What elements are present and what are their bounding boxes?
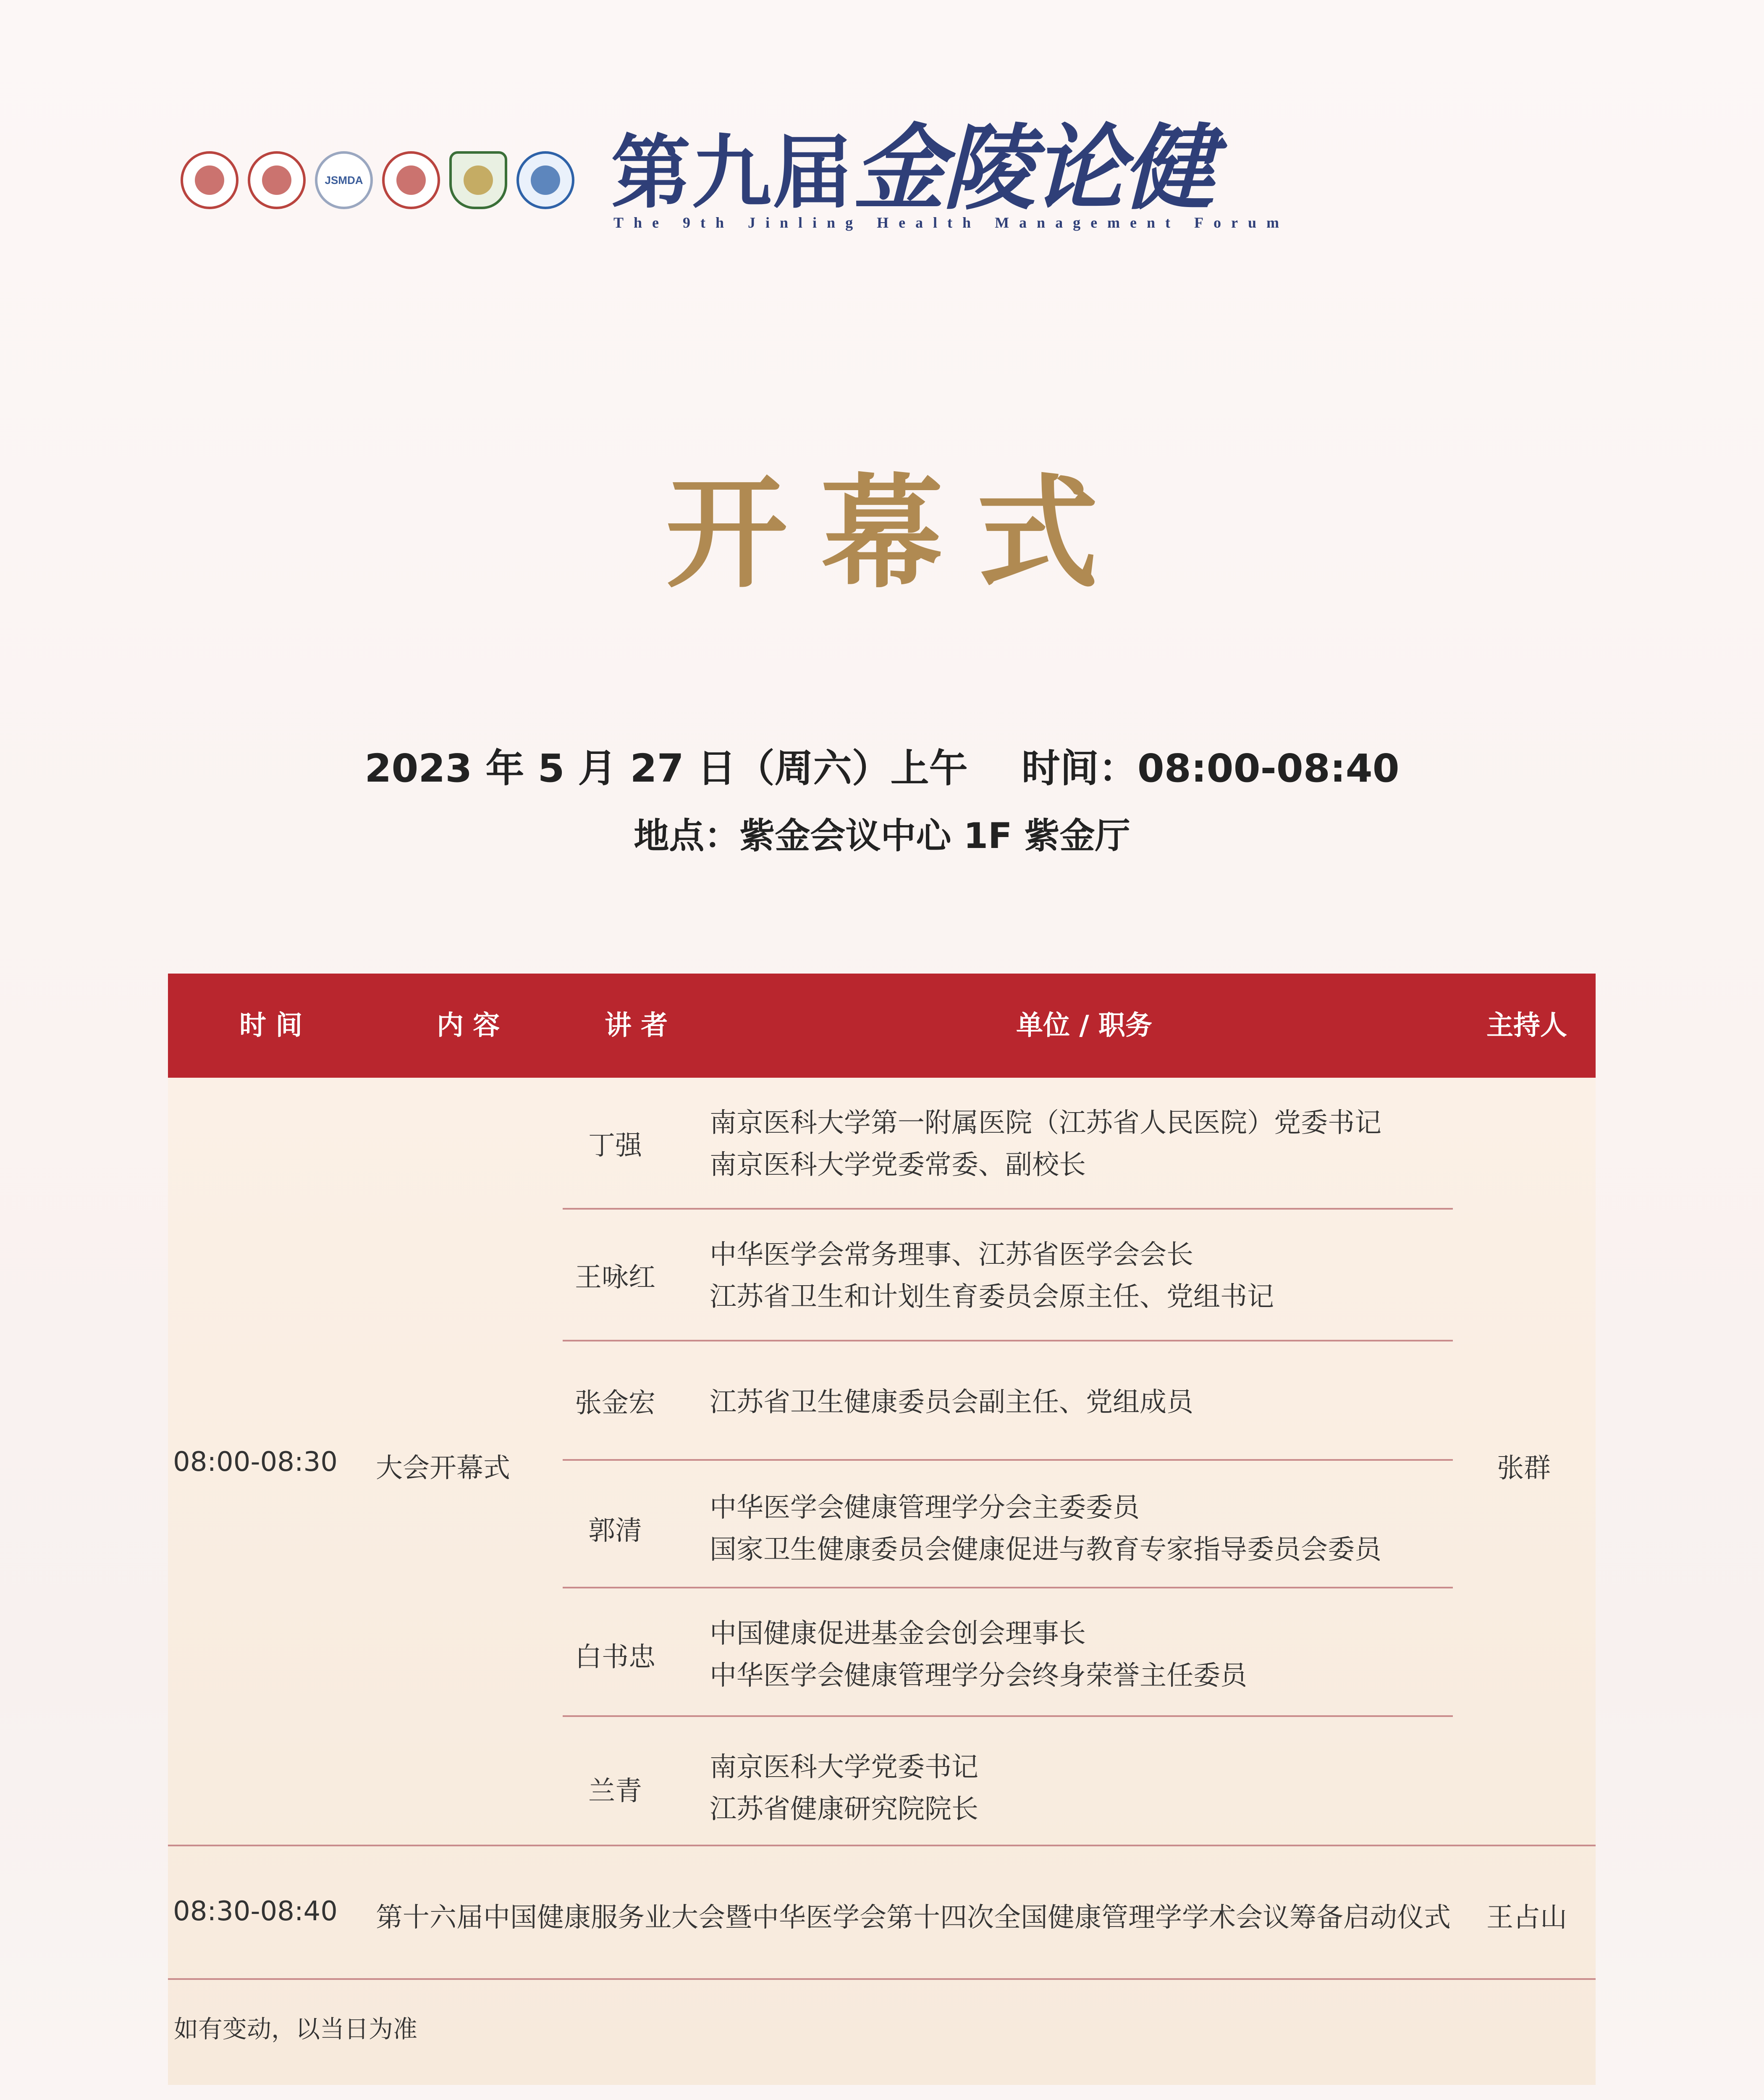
forum-brand	[611, 113, 1289, 231]
speaker-name: 丁强	[588, 1130, 642, 1161]
header-content: 内 容	[437, 1010, 500, 1041]
forum-title-script: 金陵论健	[853, 113, 1213, 222]
session-content: 第十六届中国健康服务业大会暨中华医学会第十四次全国健康管理学学术会议筹备启动仪式	[376, 1902, 1451, 1933]
speaker-title-line: 中华医学会常务理事、江苏省医学会会长	[710, 1239, 1193, 1270]
speaker-row	[563, 1210, 1453, 1341]
forum-title-prefix: 第九届	[611, 126, 853, 219]
speaker-title-line: 国家卫生健康委员会健康促进与教育专家指导委员会委员	[710, 1534, 1381, 1565]
speaker-row	[563, 1717, 1453, 1845]
speaker-row	[563, 1588, 1453, 1717]
session-host: 张群	[1497, 1453, 1551, 1484]
speaker-row	[563, 1078, 1453, 1210]
speaker-name: 王咏红	[575, 1262, 655, 1293]
association-seal-icon	[181, 151, 239, 209]
speaker-title-line: 江苏省健康研究院院长	[710, 1794, 978, 1825]
speaker-name: 白书忠	[575, 1642, 655, 1673]
jsmda-seal-icon	[315, 151, 373, 209]
page-title: 开幕式	[666, 462, 1132, 605]
location-line: 地点：紫金会议中心 1F 紫金厅	[634, 815, 1130, 856]
speaker-row	[563, 1461, 1453, 1588]
forum-title	[611, 113, 1213, 223]
schedule-table	[168, 974, 1596, 2085]
header-speaker: 讲 者	[605, 1010, 668, 1041]
header-host: 主持人	[1486, 1010, 1567, 1041]
speaker-title-line: 中国健康促进基金会创会理事长	[710, 1618, 1086, 1649]
forum-subtitle: The 9th Jinling Health Management Forum	[613, 214, 1289, 231]
session-time: 08:00-08:30	[173, 1446, 338, 1478]
speaker-title-line: 南京医科大学第一附属医院（江苏省人民医院）党委书记	[710, 1108, 1381, 1139]
session-host: 王占山	[1486, 1902, 1567, 1933]
table-footer	[168, 1978, 1596, 2085]
speaker-title-line: 南京医科大学党委常委、副校长	[710, 1150, 1086, 1181]
change-notice: 如有变动，以当日为准	[174, 2015, 418, 2043]
university-shield-icon	[449, 151, 507, 209]
health-institute-emblem-icon	[382, 151, 440, 209]
speaker-row	[563, 1341, 1453, 1461]
speaker-title-line: 南京医科大学党委书记	[710, 1752, 978, 1783]
medical-society-emblem-icon	[248, 151, 306, 209]
date-time-line: 2023 年 5 月 27 日（周六）上午 时间：08:00-08:40	[364, 746, 1400, 791]
header-time: 时 间	[239, 1010, 303, 1041]
jsmda-seal-text: JSMDA	[325, 173, 363, 186]
session-opening	[168, 1078, 1596, 1845]
speaker-title-line: 江苏省卫生和计划生育委员会原主任、党组书记	[710, 1281, 1274, 1312]
table-body	[168, 1078, 1596, 2085]
speaker-title-line: 中华医学会健康管理学分会主委委员	[710, 1492, 1140, 1523]
speaker-name: 兰青	[588, 1776, 642, 1807]
speaker-title-line: 中华医学会健康管理学分会终身荣誉主任委员	[710, 1660, 1247, 1691]
header-unit: 单位 / 职务	[1016, 1010, 1152, 1041]
speaker-name: 郭清	[588, 1515, 642, 1546]
speaker-title-line: 江苏省卫生健康委员会副主任、党组成员	[710, 1387, 1193, 1418]
partner-logos	[181, 151, 574, 209]
research-institute-emblem-icon	[516, 151, 574, 209]
session-content: 大会开幕式	[376, 1453, 510, 1484]
speaker-name: 张金宏	[575, 1388, 655, 1419]
table-header	[168, 974, 1596, 1078]
session-time: 08:30-08:40	[173, 1896, 338, 1927]
session-launch	[168, 1845, 1596, 1978]
